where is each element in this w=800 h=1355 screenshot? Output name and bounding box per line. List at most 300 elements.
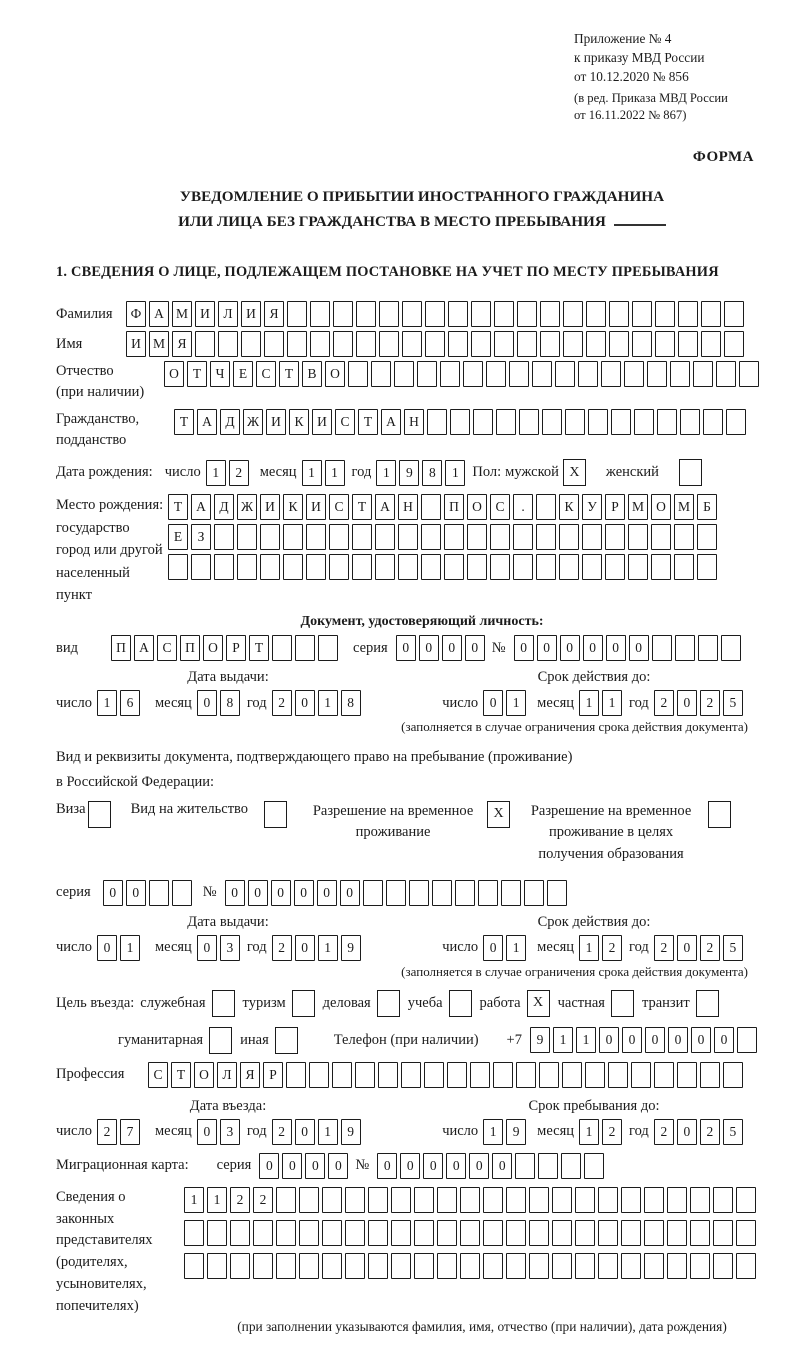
char-cell[interactable] [168, 554, 188, 580]
char-cell[interactable] [398, 554, 418, 580]
char-cell[interactable] [478, 880, 498, 906]
char-cell[interactable]: 0 [97, 935, 117, 961]
char-cell[interactable] [739, 361, 759, 387]
purpose-official-checkbox[interactable] [212, 990, 235, 1017]
char-cell[interactable]: О [164, 361, 184, 387]
char-cell[interactable] [172, 880, 192, 906]
char-cell[interactable] [309, 1062, 329, 1088]
char-cell[interactable]: 1 [483, 1119, 503, 1145]
char-cell[interactable] [214, 524, 234, 550]
char-cell[interactable]: 1 [184, 1187, 204, 1213]
char-cell[interactable] [473, 409, 493, 435]
char-cell[interactable] [437, 1253, 457, 1279]
char-cell[interactable] [501, 880, 521, 906]
char-cell[interactable]: 0 [465, 635, 485, 661]
char-cell[interactable]: 2 [700, 1119, 720, 1145]
char-cell[interactable]: 1 [579, 1119, 599, 1145]
char-cell[interactable] [680, 409, 700, 435]
char-cell[interactable]: 0 [622, 1027, 642, 1053]
char-cell[interactable] [391, 1253, 411, 1279]
char-cell[interactable] [149, 880, 169, 906]
char-cell[interactable] [483, 1187, 503, 1213]
char-cell[interactable] [184, 1253, 204, 1279]
char-cell[interactable] [276, 1220, 296, 1246]
char-cell[interactable]: Д [214, 494, 234, 520]
char-cell[interactable]: Т [168, 494, 188, 520]
char-cell[interactable]: 0 [400, 1153, 420, 1179]
char-cell[interactable] [721, 635, 741, 661]
char-cell[interactable] [253, 1253, 273, 1279]
char-cell[interactable] [237, 524, 257, 550]
char-cell[interactable] [632, 331, 652, 357]
char-cell[interactable]: 0 [305, 1153, 325, 1179]
char-cell[interactable] [562, 1062, 582, 1088]
char-cell[interactable] [529, 1253, 549, 1279]
char-cell[interactable] [667, 1187, 687, 1213]
char-cell[interactable] [363, 880, 383, 906]
char-cell[interactable] [356, 301, 376, 327]
char-cell[interactable] [628, 524, 648, 550]
char-cell[interactable]: О [203, 635, 223, 661]
char-cell[interactable] [470, 1062, 490, 1088]
char-cell[interactable] [575, 1187, 595, 1213]
char-cell[interactable] [272, 635, 292, 661]
char-cell[interactable]: С [148, 1062, 168, 1088]
char-cell[interactable] [295, 635, 315, 661]
char-cell[interactable]: К [289, 409, 309, 435]
char-cell[interactable]: Ф [126, 301, 146, 327]
char-cell[interactable]: 0 [295, 690, 315, 716]
char-cell[interactable] [536, 524, 556, 550]
char-cell[interactable] [444, 524, 464, 550]
char-cell[interactable] [621, 1187, 641, 1213]
char-cell[interactable] [675, 635, 695, 661]
char-cell[interactable] [424, 1062, 444, 1088]
char-cell[interactable] [724, 331, 744, 357]
char-cell[interactable]: Т [358, 409, 378, 435]
char-cell[interactable]: Н [404, 409, 424, 435]
char-cell[interactable] [536, 494, 556, 520]
char-cell[interactable] [230, 1220, 250, 1246]
char-cell[interactable]: Т [352, 494, 372, 520]
char-cell[interactable] [496, 409, 516, 435]
char-cell[interactable] [440, 361, 460, 387]
char-cell[interactable]: А [191, 494, 211, 520]
char-cell[interactable] [379, 331, 399, 357]
char-cell[interactable]: Б [697, 494, 717, 520]
char-cell[interactable] [467, 554, 487, 580]
char-cell[interactable]: 0 [714, 1027, 734, 1053]
purpose-business-checkbox[interactable] [377, 990, 400, 1017]
char-cell[interactable] [655, 331, 675, 357]
char-cell[interactable]: А [134, 635, 154, 661]
char-cell[interactable]: М [628, 494, 648, 520]
char-cell[interactable] [264, 331, 284, 357]
char-cell[interactable] [322, 1187, 342, 1213]
char-cell[interactable]: 0 [271, 880, 291, 906]
char-cell[interactable] [611, 409, 631, 435]
char-cell[interactable] [586, 331, 606, 357]
char-cell[interactable] [417, 361, 437, 387]
char-cell[interactable] [631, 1062, 651, 1088]
char-cell[interactable] [184, 1220, 204, 1246]
char-cell[interactable] [332, 1062, 352, 1088]
char-cell[interactable] [230, 1253, 250, 1279]
char-cell[interactable]: И [260, 494, 280, 520]
char-cell[interactable] [624, 361, 644, 387]
char-cell[interactable] [394, 361, 414, 387]
char-cell[interactable]: 0 [295, 1119, 315, 1145]
char-cell[interactable]: 0 [668, 1027, 688, 1053]
char-cell[interactable] [402, 331, 422, 357]
char-cell[interactable]: О [651, 494, 671, 520]
purpose-transit-checkbox[interactable] [696, 990, 719, 1017]
char-cell[interactable] [555, 361, 575, 387]
char-cell[interactable]: 2 [229, 460, 249, 486]
char-cell[interactable]: 0 [583, 635, 603, 661]
char-cell[interactable]: 1 [318, 1119, 338, 1145]
char-cell[interactable]: А [197, 409, 217, 435]
char-cell[interactable] [609, 301, 629, 327]
char-cell[interactable]: 0 [677, 690, 697, 716]
char-cell[interactable] [299, 1253, 319, 1279]
char-cell[interactable]: 0 [103, 880, 123, 906]
char-cell[interactable] [532, 361, 552, 387]
char-cell[interactable]: 3 [220, 935, 240, 961]
char-cell[interactable] [214, 554, 234, 580]
char-cell[interactable] [723, 1062, 743, 1088]
char-cell[interactable] [287, 331, 307, 357]
char-cell[interactable]: П [444, 494, 464, 520]
char-cell[interactable] [565, 409, 585, 435]
char-cell[interactable]: 2 [654, 935, 674, 961]
char-cell[interactable] [368, 1253, 388, 1279]
char-cell[interactable]: Р [263, 1062, 283, 1088]
char-cell[interactable]: Ч [210, 361, 230, 387]
char-cell[interactable]: Т [171, 1062, 191, 1088]
char-cell[interactable]: 2 [272, 690, 292, 716]
char-cell[interactable] [471, 331, 491, 357]
char-cell[interactable] [716, 361, 736, 387]
char-cell[interactable]: 9 [341, 1119, 361, 1145]
char-cell[interactable] [471, 301, 491, 327]
char-cell[interactable]: В [302, 361, 322, 387]
char-cell[interactable]: 1 [302, 460, 322, 486]
char-cell[interactable]: 2 [700, 690, 720, 716]
char-cell[interactable]: 0 [197, 935, 217, 961]
char-cell[interactable] [260, 524, 280, 550]
char-cell[interactable] [345, 1253, 365, 1279]
char-cell[interactable] [516, 1062, 536, 1088]
char-cell[interactable] [286, 1062, 306, 1088]
purpose-study-checkbox[interactable] [449, 990, 472, 1017]
char-cell[interactable] [670, 361, 690, 387]
char-cell[interactable] [651, 554, 671, 580]
char-cell[interactable] [356, 331, 376, 357]
char-cell[interactable] [494, 301, 514, 327]
char-cell[interactable]: 3 [220, 1119, 240, 1145]
char-cell[interactable] [333, 301, 353, 327]
char-cell[interactable] [540, 301, 560, 327]
char-cell[interactable]: М [172, 301, 192, 327]
char-cell[interactable]: 0 [377, 1153, 397, 1179]
char-cell[interactable]: 8 [341, 690, 361, 716]
char-cell[interactable]: 2 [97, 1119, 117, 1145]
char-cell[interactable]: Т [174, 409, 194, 435]
char-cell[interactable] [575, 1220, 595, 1246]
char-cell[interactable]: О [467, 494, 487, 520]
char-cell[interactable] [425, 301, 445, 327]
char-cell[interactable]: 0 [419, 635, 439, 661]
char-cell[interactable]: 0 [294, 880, 314, 906]
char-cell[interactable]: А [375, 494, 395, 520]
purpose-private-checkbox[interactable] [611, 990, 634, 1017]
char-cell[interactable]: К [283, 494, 303, 520]
char-cell[interactable] [605, 554, 625, 580]
char-cell[interactable] [609, 331, 629, 357]
char-cell[interactable]: З [191, 524, 211, 550]
char-cell[interactable]: 0 [537, 635, 557, 661]
char-cell[interactable]: 8 [422, 460, 442, 486]
char-cell[interactable]: 2 [253, 1187, 273, 1213]
char-cell[interactable] [391, 1187, 411, 1213]
char-cell[interactable]: 2 [602, 1119, 622, 1145]
char-cell[interactable] [586, 301, 606, 327]
char-cell[interactable] [506, 1253, 526, 1279]
char-cell[interactable] [329, 554, 349, 580]
char-cell[interactable]: 6 [120, 690, 140, 716]
char-cell[interactable] [318, 635, 338, 661]
char-cell[interactable]: А [149, 301, 169, 327]
char-cell[interactable] [509, 361, 529, 387]
char-cell[interactable] [559, 554, 579, 580]
char-cell[interactable] [421, 494, 441, 520]
char-cell[interactable]: 5 [723, 690, 743, 716]
char-cell[interactable] [529, 1187, 549, 1213]
char-cell[interactable] [402, 301, 422, 327]
char-cell[interactable] [352, 524, 372, 550]
char-cell[interactable] [421, 554, 441, 580]
char-cell[interactable]: Р [605, 494, 625, 520]
char-cell[interactable] [299, 1220, 319, 1246]
char-cell[interactable]: П [111, 635, 131, 661]
char-cell[interactable]: 0 [317, 880, 337, 906]
char-cell[interactable]: 7 [120, 1119, 140, 1145]
char-cell[interactable]: 0 [606, 635, 626, 661]
char-cell[interactable] [506, 1187, 526, 1213]
char-cell[interactable]: 2 [654, 1119, 674, 1145]
char-cell[interactable]: Ж [243, 409, 263, 435]
char-cell[interactable] [368, 1220, 388, 1246]
char-cell[interactable] [524, 880, 544, 906]
char-cell[interactable] [322, 1220, 342, 1246]
char-cell[interactable]: 2 [602, 935, 622, 961]
char-cell[interactable]: 0 [197, 1119, 217, 1145]
char-cell[interactable] [736, 1187, 756, 1213]
char-cell[interactable] [698, 635, 718, 661]
char-cell[interactable] [621, 1220, 641, 1246]
char-cell[interactable] [582, 524, 602, 550]
char-cell[interactable] [519, 409, 539, 435]
char-cell[interactable]: 1 [206, 460, 226, 486]
char-cell[interactable] [493, 1062, 513, 1088]
char-cell[interactable] [414, 1220, 434, 1246]
char-cell[interactable] [352, 554, 372, 580]
purpose-humanitarian-checkbox[interactable] [209, 1027, 232, 1054]
char-cell[interactable]: У [582, 494, 602, 520]
char-cell[interactable]: 2 [654, 690, 674, 716]
char-cell[interactable] [401, 1062, 421, 1088]
char-cell[interactable] [241, 331, 261, 357]
char-cell[interactable]: И [126, 331, 146, 357]
char-cell[interactable]: С [157, 635, 177, 661]
char-cell[interactable] [737, 1027, 757, 1053]
char-cell[interactable]: Т [279, 361, 299, 387]
char-cell[interactable]: Е [168, 524, 188, 550]
temp-residence-education-checkbox[interactable] [708, 801, 731, 828]
char-cell[interactable]: . [513, 494, 533, 520]
char-cell[interactable] [584, 1153, 604, 1179]
char-cell[interactable] [345, 1187, 365, 1213]
char-cell[interactable] [490, 524, 510, 550]
char-cell[interactable]: М [674, 494, 694, 520]
char-cell[interactable]: 2 [700, 935, 720, 961]
char-cell[interactable] [207, 1253, 227, 1279]
char-cell[interactable] [582, 554, 602, 580]
char-cell[interactable]: П [180, 635, 200, 661]
char-cell[interactable] [701, 301, 721, 327]
char-cell[interactable] [517, 331, 537, 357]
char-cell[interactable]: 0 [446, 1153, 466, 1179]
char-cell[interactable] [448, 331, 468, 357]
char-cell[interactable] [486, 361, 506, 387]
char-cell[interactable]: 0 [677, 935, 697, 961]
char-cell[interactable] [654, 1062, 674, 1088]
char-cell[interactable] [515, 1153, 535, 1179]
char-cell[interactable]: О [194, 1062, 214, 1088]
char-cell[interactable] [588, 409, 608, 435]
char-cell[interactable]: 0 [514, 635, 534, 661]
char-cell[interactable]: Л [217, 1062, 237, 1088]
char-cell[interactable] [310, 301, 330, 327]
char-cell[interactable]: Я [264, 301, 284, 327]
char-cell[interactable] [651, 524, 671, 550]
char-cell[interactable]: Т [249, 635, 269, 661]
char-cell[interactable] [559, 524, 579, 550]
char-cell[interactable] [437, 1220, 457, 1246]
char-cell[interactable] [506, 1220, 526, 1246]
temp-residence-checkbox[interactable]: X [487, 801, 510, 828]
char-cell[interactable]: А [381, 409, 401, 435]
char-cell[interactable] [677, 1062, 697, 1088]
char-cell[interactable]: 1 [207, 1187, 227, 1213]
char-cell[interactable] [598, 1253, 618, 1279]
char-cell[interactable]: 5 [723, 1119, 743, 1145]
char-cell[interactable]: Д [220, 409, 240, 435]
char-cell[interactable] [644, 1187, 664, 1213]
char-cell[interactable] [644, 1253, 664, 1279]
char-cell[interactable] [657, 409, 677, 435]
char-cell[interactable] [713, 1220, 733, 1246]
char-cell[interactable] [678, 331, 698, 357]
char-cell[interactable]: 1 [97, 690, 117, 716]
char-cell[interactable] [448, 301, 468, 327]
char-cell[interactable]: 0 [295, 935, 315, 961]
char-cell[interactable]: 1 [445, 460, 465, 486]
char-cell[interactable] [674, 524, 694, 550]
char-cell[interactable] [276, 1187, 296, 1213]
char-cell[interactable]: И [266, 409, 286, 435]
char-cell[interactable] [386, 880, 406, 906]
char-cell[interactable]: 0 [483, 690, 503, 716]
char-cell[interactable]: С [335, 409, 355, 435]
char-cell[interactable] [736, 1253, 756, 1279]
char-cell[interactable] [276, 1253, 296, 1279]
char-cell[interactable] [333, 331, 353, 357]
char-cell[interactable] [398, 524, 418, 550]
char-cell[interactable] [460, 1187, 480, 1213]
char-cell[interactable] [644, 1220, 664, 1246]
char-cell[interactable] [450, 409, 470, 435]
char-cell[interactable]: Я [240, 1062, 260, 1088]
char-cell[interactable] [667, 1253, 687, 1279]
char-cell[interactable] [378, 1062, 398, 1088]
char-cell[interactable] [667, 1220, 687, 1246]
char-cell[interactable]: 1 [120, 935, 140, 961]
char-cell[interactable] [409, 880, 429, 906]
char-cell[interactable] [490, 554, 510, 580]
char-cell[interactable] [647, 361, 667, 387]
gender-male-checkbox[interactable]: X [563, 459, 586, 486]
char-cell[interactable] [483, 1220, 503, 1246]
char-cell[interactable] [678, 301, 698, 327]
char-cell[interactable] [674, 554, 694, 580]
char-cell[interactable] [306, 524, 326, 550]
char-cell[interactable]: 9 [341, 935, 361, 961]
char-cell[interactable]: 1 [576, 1027, 596, 1053]
char-cell[interactable] [552, 1220, 572, 1246]
char-cell[interactable] [693, 361, 713, 387]
char-cell[interactable] [195, 331, 215, 357]
char-cell[interactable]: 1 [325, 460, 345, 486]
char-cell[interactable]: 1 [376, 460, 396, 486]
char-cell[interactable]: 9 [399, 460, 419, 486]
char-cell[interactable] [283, 524, 303, 550]
char-cell[interactable] [414, 1187, 434, 1213]
char-cell[interactable] [703, 409, 723, 435]
char-cell[interactable] [432, 880, 452, 906]
char-cell[interactable]: 0 [677, 1119, 697, 1145]
char-cell[interactable] [455, 880, 475, 906]
char-cell[interactable]: 0 [225, 880, 245, 906]
char-cell[interactable]: И [306, 494, 326, 520]
char-cell[interactable] [726, 409, 746, 435]
char-cell[interactable] [513, 524, 533, 550]
char-cell[interactable] [355, 1062, 375, 1088]
char-cell[interactable]: 0 [560, 635, 580, 661]
char-cell[interactable]: 0 [259, 1153, 279, 1179]
char-cell[interactable]: 1 [318, 690, 338, 716]
char-cell[interactable]: М [149, 331, 169, 357]
char-cell[interactable] [253, 1220, 273, 1246]
char-cell[interactable]: 0 [599, 1027, 619, 1053]
char-cell[interactable]: 2 [230, 1187, 250, 1213]
char-cell[interactable]: 0 [645, 1027, 665, 1053]
char-cell[interactable] [513, 554, 533, 580]
char-cell[interactable]: И [312, 409, 332, 435]
char-cell[interactable] [437, 1187, 457, 1213]
char-cell[interactable] [608, 1062, 628, 1088]
